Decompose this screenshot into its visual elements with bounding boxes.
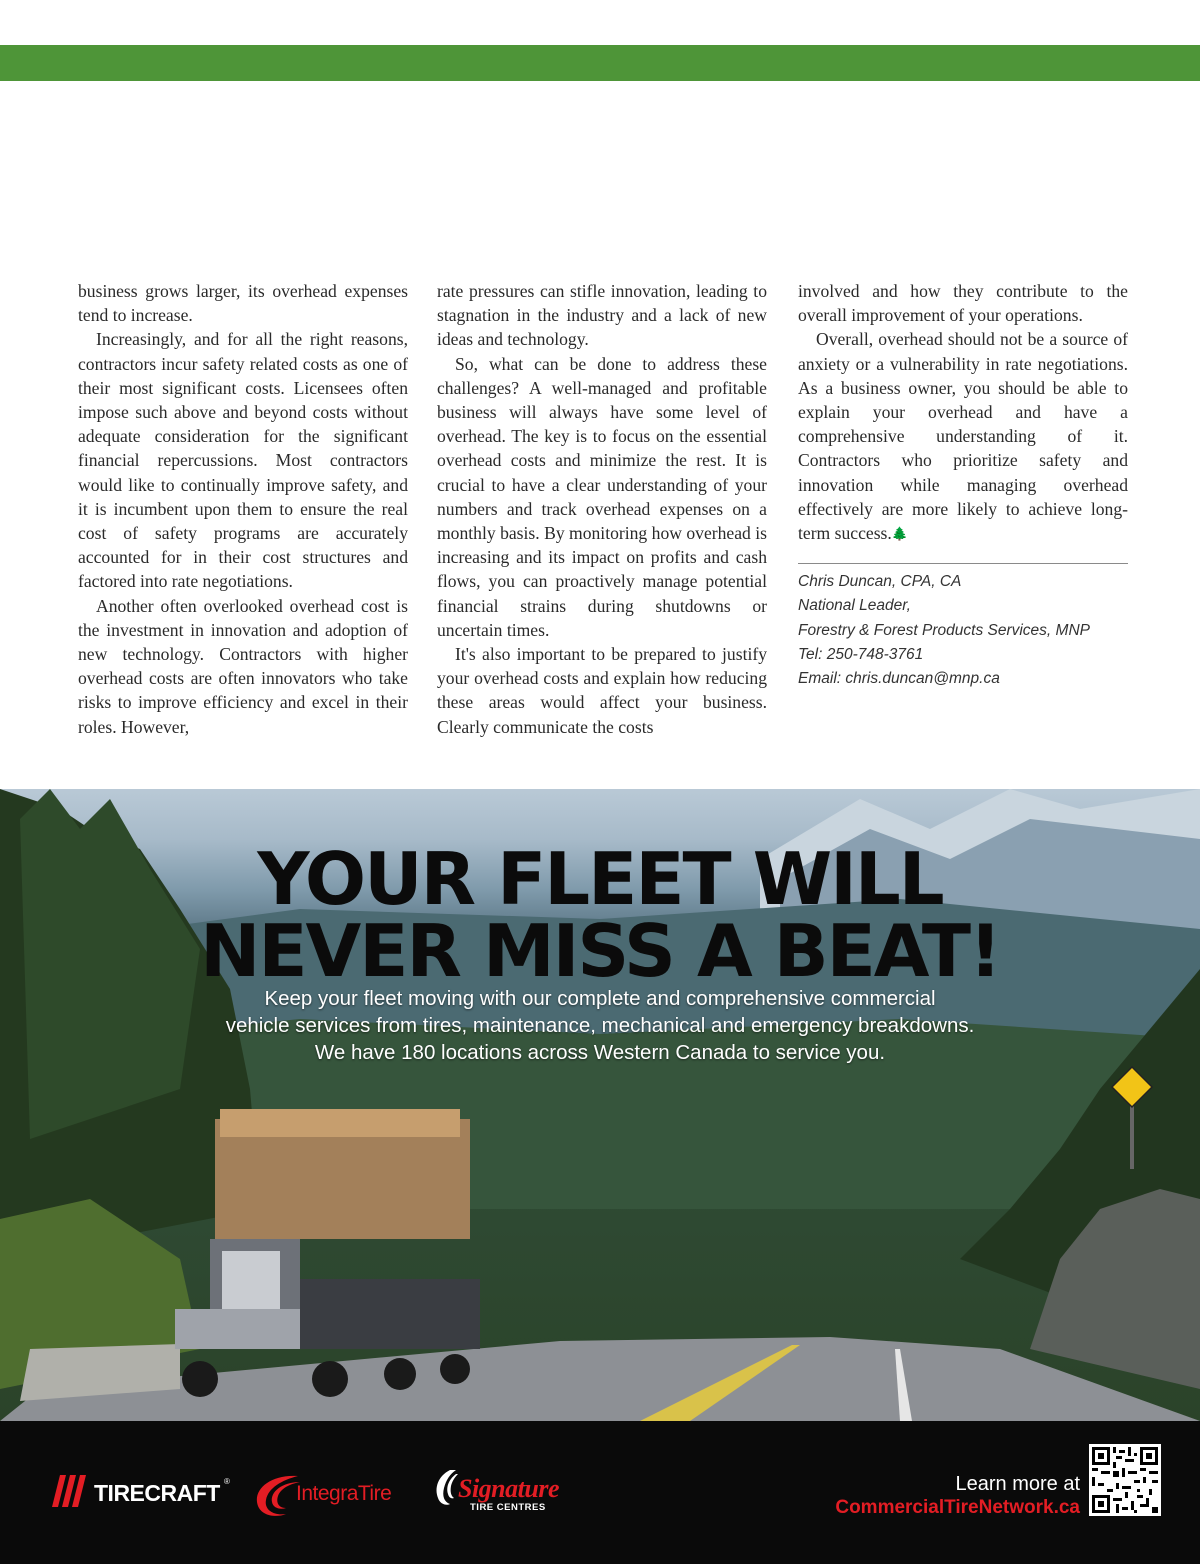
ad-subtext-line: vehicle services from tires, maintenance, mechanical and emergency breakdowns. (225, 1014, 975, 1037)
tirecraft-slashes-icon (52, 1471, 92, 1511)
truck-trailer (300, 1279, 480, 1349)
truck-wheel (384, 1358, 416, 1390)
author-phone: Tel: 250-748-3761 (798, 645, 924, 663)
article-paragraph: Increasingly, and for all the right reasons, contractors incur safety related costs as one of their most significant costs. Licensees often impose such above and beyond costs without adequate consideration for the significant financial repercussions. Most contractors would like to continually improve safety, and it is incumbent upon them to ensure the real cost of safety programs are accurately accounted for in their cost structures and factored into rate negotiations. (78, 329, 408, 592)
article-column-2 (437, 279, 767, 739)
tree-icon: 🌲 (891, 526, 908, 542)
truck-wheel (312, 1361, 348, 1397)
signature-tire-centres-logo[interactable] (432, 1466, 592, 1522)
tirecraft-wordmark: TIRECRAFT (94, 1480, 220, 1506)
byline-divider (798, 563, 1128, 564)
header-green-bar (0, 45, 1200, 81)
article-column-3 (798, 279, 1128, 546)
article-paragraph: involved and how they contribute to the overall improvement of your operations. (798, 281, 1128, 326)
author-byline (798, 570, 1138, 691)
truck-wheel (440, 1354, 470, 1384)
ad-subtext-line: We have 180 locations across Western Canada to service you. (314, 1041, 886, 1064)
ad-headline-line: NEVER MISS A BEAT! (200, 909, 1000, 993)
signature-subtitle: TIRE CENTRES (470, 1502, 546, 1513)
article-paragraph: rate pressures can stifle innovation, leading to stagnation in the industry and a lack of new ideas and technology. (437, 281, 767, 350)
integra-tire-logo[interactable] (250, 1466, 410, 1522)
article-paragraph: So, what can be done to address these challenges? A well-managed and profitable business will always have some level of overhead. The key is to focus on the essential overhead costs and minimize the rest. It is crucial to have a clear understanding of your numbers and track overhead expenses on a monthly basis. By monitoring how overhead is increasing and its impact on profits and cash flows, you can proactively manage potential financial strains during shutdowns or uncertain times. (437, 353, 767, 640)
website-link[interactable]: CommercialTireNetwork.ca (835, 1497, 1080, 1518)
qr-code-icon[interactable] (1089, 1444, 1161, 1516)
article-paragraph-text: Overall, overhead should not be a source of anxiety or a vulnerability in rate negotiations. As a business owner, you should be able to explain your overhead and have a comprehensive understanding of it. Contractors who prioritize safety and innovation while managing overhead effectively are more likely to achieve long-term success. (798, 329, 1128, 544)
author-email: Email: chris.duncan@mnp.ca (798, 670, 1000, 688)
truck-wheel (182, 1361, 218, 1397)
author-title: National Leader, (798, 597, 911, 615)
article-column-1 (78, 279, 408, 739)
author-name: Chris Duncan, CPA, CA (798, 573, 962, 590)
log-load-top (220, 1109, 460, 1137)
article-paragraph: Another often overlooked overhead cost is the investment in innovation and adoption of new technology. Contractors with higher overhead costs are often innovators who take risks to improve efficiency and excel in their roles. However, (78, 595, 408, 737)
author-department: Forestry & Forest Products Services, MNP (798, 621, 1090, 639)
ad-subtext-line: Keep your fleet moving with our complete and comprehensive commercial (264, 987, 936, 1010)
ad-headline (0, 837, 1200, 993)
article-paragraph: business grows larger, its overhead expenses tend to increase. (78, 281, 408, 326)
ad-headline-line: YOUR FLEET WILL (257, 837, 943, 921)
signature-wordmark: Signature (458, 1474, 559, 1503)
article-final-paragraph (798, 327, 1128, 546)
ad-subtext (0, 985, 1200, 1066)
learn-more-block (780, 1472, 1080, 1520)
integra-wordmark: IntegraTire (296, 1482, 392, 1505)
registered-mark: ® (224, 1477, 230, 1486)
article-paragraph: It's also important to be prepared to justify your overhead costs and explain how reducing these areas would affect your business. Clearly communicate the costs (437, 644, 767, 737)
learn-more-text: Learn more at (955, 1473, 1080, 1495)
